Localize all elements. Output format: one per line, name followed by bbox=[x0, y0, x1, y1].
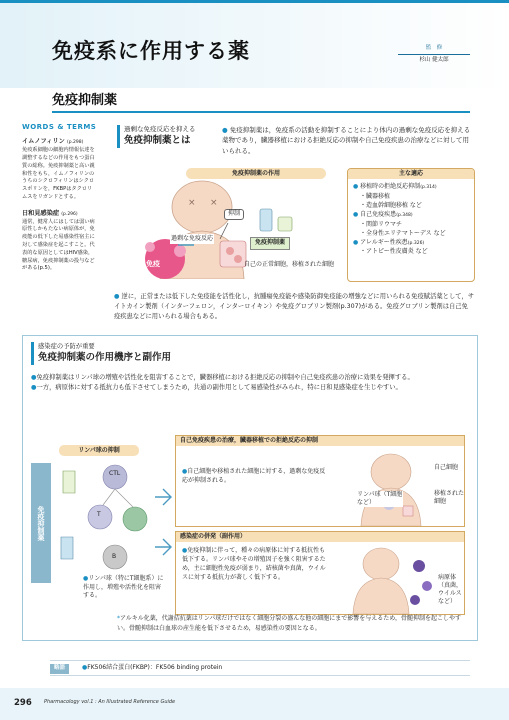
supervisor-block bbox=[398, 45, 470, 65]
effect-text: ●免疫抑制に伴って，種々の病原体に対する抵抗性も低下する。リンパ球やその増殖因子を強く阻害するため，主に細胞性免疫が弱まり，結核菌や真菌，ウイルスに対する抵抗力が著しく低下する。 bbox=[182, 547, 326, 581]
indications-box bbox=[347, 168, 475, 282]
drug-vertical-label: 免疫抑制薬 bbox=[31, 463, 51, 583]
normal-cells-label: 自己の正常細胞，移植された細胞 bbox=[244, 261, 335, 268]
svg-text:×: × bbox=[188, 198, 196, 208]
supervisor-name: 杉山 健太郎 bbox=[419, 56, 449, 63]
mechanism-heading bbox=[31, 342, 171, 365]
immunosuppressant-action-figure bbox=[120, 168, 475, 286]
term-ref: (p.298) bbox=[66, 140, 84, 146]
lymphocyte-caption: リンパ球の抑制 bbox=[59, 445, 139, 456]
words-and-terms-sidebar bbox=[22, 122, 97, 281]
asterisk-icon: * bbox=[117, 615, 120, 622]
term-name: イムノフィリン bbox=[22, 138, 65, 146]
abbreviation-tag: 略語 bbox=[50, 664, 69, 674]
effect-caption: 感染症の併発（副作用） bbox=[176, 532, 464, 542]
intro-subheading: 過剰な免疫反応を抑える bbox=[124, 125, 196, 133]
immune-label: 免疫 bbox=[146, 260, 160, 268]
section-rule bbox=[52, 111, 470, 113]
figure-illustration bbox=[120, 179, 340, 279]
bullet-icon: ● bbox=[31, 374, 37, 381]
page-header bbox=[0, 0, 509, 88]
intro-heading-box bbox=[117, 125, 213, 148]
supervisor-role: 監 修 bbox=[398, 45, 470, 55]
mechanism-figure bbox=[23, 435, 479, 615]
effect-text: ●自己細胞や移植された細胞に対する，過剰な免疫反応が抑制される。 bbox=[182, 468, 326, 484]
lymphocyte-note: ●リンパ球（特にT細胞系）に作用し，増殖や活性化を阻害する。 bbox=[83, 575, 164, 600]
section-title: 免疫抑制薬 bbox=[52, 93, 118, 108]
sidebar-title: WORDS & TERMS bbox=[22, 123, 97, 131]
term-entry bbox=[22, 138, 97, 202]
b-cell-label: B bbox=[112, 553, 117, 560]
indication-subitem: ・関節リウマチ bbox=[360, 220, 403, 228]
effect-caption: 自己免疫疾患の治療，臓器移植での拒絶反応の抑制 bbox=[176, 436, 464, 446]
bullet-icon: ● bbox=[82, 664, 88, 671]
abbreviation-bar bbox=[50, 660, 470, 676]
indication-subitem: ・臓器移植 bbox=[360, 192, 391, 200]
mechanism-paragraphs: ●免疫抑制薬はリンパ球の増殖や活性化を阻害することで，臓器移植における拒絶反応の抑制や自己免疫疾患の治療に効果を発揮する。 ●一方，病原体に対する抵抗力も低下させてしまうため，共通の副作用として易感染性がみられ，特に日和見感染症を生じやすい。 bbox=[31, 374, 414, 392]
inhibit-label: 抑制 bbox=[224, 209, 244, 220]
indications-list bbox=[348, 179, 474, 259]
indication-item: ● アレルギー性疾患(p.326) bbox=[353, 238, 425, 246]
bullet-icon: ● bbox=[222, 126, 228, 134]
self-cell-label: 自己細胞 bbox=[434, 464, 459, 471]
effect-box-therapy bbox=[175, 435, 465, 527]
bullet-icon: ● bbox=[182, 468, 188, 475]
mechanism-title: 免疫抑制薬の作用機序と副作用 bbox=[38, 352, 172, 364]
term-ref: (p.296) bbox=[61, 211, 78, 217]
immunostimulant-note: ● 逆に，正常または低下した免疫能を活性化し，抗腫瘍免疫能や感染防御免疫能の増強などに用いられる免疫賦活薬として，サイトカイン製剤（インターフェロン，インターロイキン）や免疫グロブリン製剤(p.307)がある。免疫グロブリン製剤は自己免疫疾患などに用いられる場合もある。 bbox=[114, 293, 475, 321]
intro-paragraph: ● 免疫抑制薬は，免疫系の活動を抑制することにより体内の過剰な免疫反応を抑える薬物であり，臓器移植における拒絶反応の抑制や自己免疫疾患の治療などに対して用いられる。 bbox=[222, 126, 471, 155]
alkylating-footnote: *アルキル化薬，代謝拮抗薬はリンパ球だけではなく細胞分裂の盛んな他の細胞にまで影響を与えるため，骨髄抑制を起こしやすい。骨髄抑制は白血球の産生能を低下させるため，易感染性の要因となる。 bbox=[117, 615, 462, 632]
graft-cell-label: 移植された細胞 bbox=[434, 490, 465, 506]
page-number: 296 bbox=[14, 698, 32, 708]
drug-label: 免疫抑制薬 bbox=[250, 237, 290, 250]
page-footer bbox=[0, 688, 509, 720]
indication-item: ● 自己免疫疾患(p.348) bbox=[353, 210, 413, 218]
indication-subitem: ・アトピー性皮膚炎 など bbox=[360, 248, 428, 256]
page-title: 免疫系に作用する薬 bbox=[52, 39, 250, 63]
book-title: Pharmacology vol.1 : An Illustrated Reference Guide bbox=[44, 699, 176, 705]
intro-heading: 免疫抑制薬とは bbox=[124, 135, 191, 147]
ctl-label: CTL bbox=[109, 470, 121, 477]
figure-caption: 免疫抑制薬の作用 bbox=[186, 168, 326, 179]
mechanism-section bbox=[22, 335, 478, 641]
term-name: 日和見感染症 bbox=[22, 209, 60, 217]
svg-text:×: × bbox=[210, 198, 218, 208]
indication-item: ● 移植時の拒絶反応抑制(p.314) bbox=[353, 183, 437, 190]
bullet-icon: ● bbox=[114, 293, 120, 300]
indications-title: 主な適応 bbox=[348, 169, 474, 179]
abbreviation-text: ●FK506結合蛋白(FKBP)：FK506 binding protein bbox=[82, 664, 223, 671]
indication-subitem: ・全身性エリテマトーデス など bbox=[360, 229, 446, 237]
header-accent-line bbox=[0, 0, 509, 3]
lymphocyte-label: リンパ球（T細胞など） bbox=[357, 491, 403, 507]
effect-box-side-effect bbox=[175, 531, 465, 615]
bullet-icon: ● bbox=[31, 384, 37, 392]
pathogen-label: 病原体（真菌，ウイルスなど） bbox=[438, 574, 463, 606]
bullet-icon: ● bbox=[83, 575, 89, 582]
patient-illustration-icon bbox=[341, 450, 461, 526]
infected-patient-icon bbox=[341, 546, 437, 614]
excess-immune-label: 過剰な免疫反応 bbox=[171, 235, 214, 242]
term-body: 通常，健常人にはしては弱い病原性しかもたない病原体が，免疫能の低下した易感染性宿主に対して感染症を起こすこと。代表的な原因としてはHIV感染，糖尿病，免疫抑制薬の投与などがある(p.5)。 bbox=[22, 218, 95, 272]
indication-subitem: ・造血幹細胞移植 など bbox=[360, 201, 422, 209]
mechanism-subheading: 感染症の予防が重要 bbox=[38, 343, 95, 350]
bullet-icon: ● bbox=[182, 547, 188, 554]
term-body: 免疫系細胞の細胞内情報伝達を調整するなどの作用をもつ蛋白質の総称。免疫抑制薬と高い親和性をもち，イムノフィリンのうちのシクロフィリンはシクロスポリンを，FKBPはタクロリムスをリガンドとする。 bbox=[22, 147, 95, 200]
t-cell-label: T bbox=[97, 511, 101, 518]
term-entry bbox=[22, 210, 97, 274]
